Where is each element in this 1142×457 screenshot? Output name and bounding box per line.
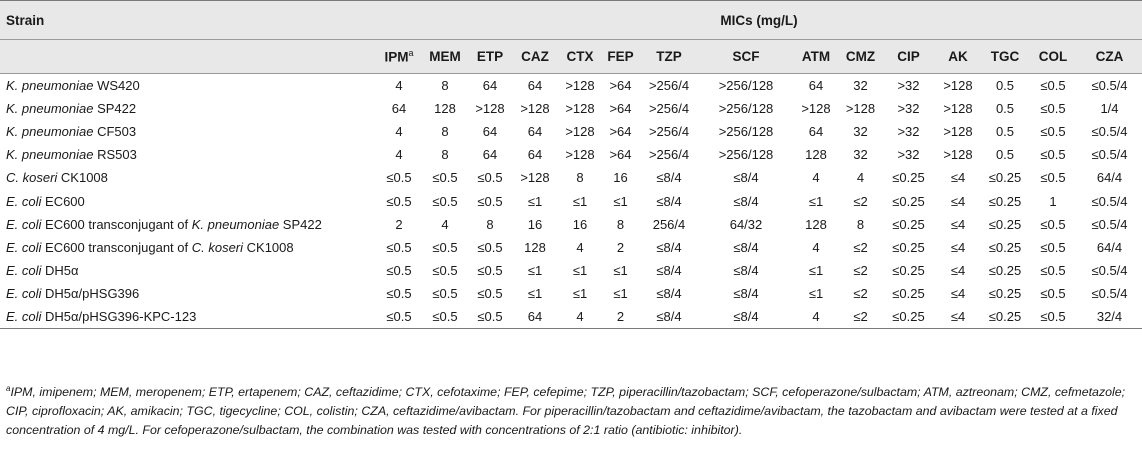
mic-value-cell: ≤2: [853, 308, 868, 324]
mic-value-cell: 4: [856, 170, 865, 186]
mic-value-cell: 4: [576, 308, 584, 324]
mic-value-cell: 32/4: [1096, 308, 1123, 324]
strain-name-cell: [0, 120, 376, 143]
mic-value-cell: 2: [616, 239, 625, 255]
mic-value-cell: ≤0.5: [1040, 285, 1066, 301]
mic-value-cell: ≤0.5: [477, 262, 503, 278]
mic-value-cell: 64: [527, 124, 543, 140]
table-row: [0, 74, 1142, 98]
mic-value-cell: 2: [616, 308, 625, 324]
mic-value-cell: 64: [482, 147, 498, 163]
mic-value-cell: >128: [565, 147, 595, 163]
mic-value-cell: 64: [527, 147, 543, 163]
mic-value-cell: ≤0.5: [477, 308, 503, 324]
strain-name-cell: [0, 189, 376, 212]
mic-value-cell: ≤8/4: [656, 285, 682, 301]
table-row: [0, 120, 1142, 143]
species-name: K. pneumoniae: [6, 124, 94, 140]
mic-value-cell: >64: [609, 101, 632, 117]
table-header: [0, 1, 1142, 74]
species-name: E. coli: [6, 193, 42, 209]
table-row: [0, 236, 1142, 259]
antibiotic-header-fep: [602, 40, 639, 74]
mic-value-cell: ≤8/4: [733, 262, 759, 278]
mic-value-cell: >128: [475, 101, 505, 117]
strain-designation: CK1008: [57, 170, 108, 186]
mic-value-cell: ≤0.25: [988, 285, 1022, 301]
mic-value-cell: ≤2: [853, 193, 868, 209]
donor-species-name: K. pneumoniae: [191, 216, 280, 232]
antibiotic-header-caz: [512, 40, 558, 74]
antibiotic-header-col: [1029, 40, 1077, 74]
mic-value-cell: 64/4: [1096, 170, 1123, 186]
mic-value-cell: 4: [441, 216, 449, 232]
antibiotic-header-cmz: [839, 40, 882, 74]
mic-value-cell: ≤2: [853, 262, 868, 278]
mic-value-cell: ≤0.5: [432, 285, 458, 301]
mic-value-cell: >32: [897, 78, 920, 94]
mic-value-cell: >32: [897, 101, 920, 117]
footnote-text: IPM, imipenem; MEM, meropenem; ETP, ertapenem; CAZ, ceftazidime; CTX, cefotaxime; FEP, cefepime; TZP, piperacillin/tazobactam; SCF, cefoperazone/sulbactam; ATM, aztreonam; CMZ, cefmetazole; CIP, ciprofloxacin; AK, amikacin; TGC, tigecycline; COL, colistin; CZA, ceftazidime/avibactam. For piperacillin/tazobactam and ceftazidime/avibactam, the tazobactam and avibactam were tested at a fixed concentration of 4 mg/L. For cefoperazone/sulbactam, the combination was tested with concentrations of 2:1 ratio (antibiotic: inhibitor).: [6, 385, 1126, 438]
mic-value-cell: 32: [853, 147, 868, 163]
antibiotic-header-ipm: [376, 40, 422, 74]
mic-value-cell: ≤8/4: [656, 239, 682, 255]
antibiotic-header-label: SCF: [732, 49, 760, 64]
mic-value-cell: ≤2: [853, 285, 868, 301]
antibiotic-header-tzp: [639, 40, 699, 74]
antibiotic-header-label: IPM: [384, 49, 409, 65]
mic-value-cell: >128: [801, 101, 831, 117]
mic-value-cell: >128: [565, 78, 595, 94]
mic-value-cell: ≤0.5/4: [1091, 193, 1128, 209]
table-footnote: [6, 379, 1136, 440]
species-name: C. koseri: [6, 170, 58, 186]
mic-value-cell: 32: [853, 124, 868, 140]
mic-value-cell: ≤4: [950, 170, 966, 186]
mic-value-cell: 128: [805, 147, 827, 163]
table-row: [0, 305, 1142, 329]
mic-value-cell: >128: [565, 101, 595, 117]
mic-value-cell: 8: [856, 216, 865, 232]
species-name: K. pneumoniae: [6, 78, 94, 94]
mic-value-cell: ≤8/4: [733, 170, 759, 186]
antibiotic-header-mem: [422, 40, 468, 74]
mic-value-cell: ≤0.5: [477, 285, 503, 301]
mic-value-cell: ≤0.5: [386, 170, 412, 186]
mic-value-cell: ≤0.5: [1040, 170, 1066, 186]
mic-value-cell: 64: [482, 78, 498, 94]
strain-name-cell: [0, 259, 376, 282]
mic-value-cell: >64: [609, 147, 632, 163]
mic-value-cell: ≤0.25: [892, 285, 925, 301]
mic-value-cell: ≤1: [572, 193, 588, 209]
antibiotic-header-atm: [793, 40, 839, 74]
mic-value-cell: 8: [441, 78, 449, 94]
mic-value-cell: 4: [812, 170, 820, 186]
mic-value-cell: 0.5: [995, 78, 1015, 94]
mic-value-cell: ≤0.25: [988, 193, 1022, 209]
mic-value-cell: 4: [395, 147, 403, 163]
mic-value-cell: 256/4: [652, 216, 686, 232]
antibiotic-header-label: AK: [948, 49, 968, 64]
antibiotic-header-cza: [1077, 40, 1142, 74]
mic-value-cell: >256/128: [718, 101, 774, 117]
mic-value-cell: ≤0.5: [1040, 147, 1066, 163]
mic-value-cell: ≤1: [527, 285, 543, 301]
donor-strain-designation: SP422: [279, 216, 322, 232]
antibiotic-header-label: CTX: [566, 49, 594, 64]
mic-value-cell: >128: [520, 101, 550, 117]
donor-strain-designation: CK1008: [243, 239, 294, 255]
strain-name-cell: [0, 143, 376, 166]
mic-value-cell: 4: [576, 239, 584, 255]
mic-value-cell: ≤1: [613, 285, 628, 301]
table-row: [0, 166, 1142, 189]
table-row: [0, 282, 1142, 305]
antibiotic-header-scf: [699, 40, 793, 74]
mic-value-cell: >64: [609, 124, 632, 140]
mic-value-cell: ≤0.5: [1040, 308, 1066, 324]
mic-value-cell: ≤2: [853, 239, 868, 255]
mic-value-cell: ≤1: [527, 262, 543, 278]
table-body: [0, 74, 1142, 329]
mic-value-cell: ≤1: [613, 262, 628, 278]
mic-value-cell: 128: [805, 216, 827, 232]
antibiotic-header-label: ETP: [476, 49, 504, 64]
antibiotic-header-label: FEP: [607, 49, 634, 64]
mic-value-cell: ≤0.5: [1040, 124, 1066, 140]
table-row: [0, 213, 1142, 236]
species-name: E. coli: [6, 239, 42, 255]
mic-value-cell: ≤8/4: [656, 170, 682, 186]
mic-value-cell: 2: [395, 216, 403, 232]
strain-name-cell: [0, 305, 376, 329]
mic-value-cell: 64: [808, 124, 824, 140]
mic-value-cell: 4: [395, 78, 403, 94]
mic-value-cell: 128: [434, 101, 456, 117]
mic-value-cell: 8: [441, 124, 449, 140]
mic-value-cell: ≤0.5: [1040, 262, 1066, 278]
strain-designation: EC600 transconjugant of: [41, 239, 192, 255]
mic-value-cell: >32: [897, 147, 920, 163]
table-row: [0, 189, 1142, 212]
antibiotic-header-tgc: [981, 40, 1029, 74]
mic-value-cell: ≤0.25: [892, 308, 925, 324]
strain-designation: EC600 transconjugant of: [41, 216, 192, 232]
mic-value-cell: 4: [395, 124, 403, 140]
mic-value-cell: 32: [853, 78, 868, 94]
mic-value-cell: ≤1: [527, 193, 543, 209]
mic-value-cell: 1: [1049, 193, 1057, 209]
footnote-reference-marker: a: [408, 48, 414, 59]
mic-value-cell: >64: [609, 78, 632, 94]
mic-value-cell: ≤0.5: [477, 239, 503, 255]
mic-value-cell: ≤4: [950, 216, 966, 232]
mic-value-cell: 8: [441, 147, 449, 163]
mic-value-cell: 16: [527, 216, 543, 232]
antibiotic-header-label: TGC: [990, 49, 1020, 64]
antibiotic-header-label: CZA: [1095, 49, 1124, 64]
antibiotic-header-etp: [468, 40, 512, 74]
mic-value-cell: >256/4: [648, 101, 690, 117]
mic-value-cell: 16: [613, 170, 628, 186]
mic-value-cell: ≤0.5: [1040, 239, 1066, 255]
mic-value-cell: ≤0.5/4: [1091, 124, 1128, 140]
mic-value-cell: ≤0.5: [432, 193, 458, 209]
mic-value-cell: ≤0.25: [988, 216, 1022, 232]
mic-value-cell: ≤8/4: [656, 262, 682, 278]
antibiotic-header-label: MEM: [429, 49, 461, 64]
mic-value-cell: ≤0.5: [1040, 78, 1066, 94]
table-row: [0, 259, 1142, 282]
mic-value-cell: ≤8/4: [733, 193, 759, 209]
antibiotic-header-ak: [935, 40, 981, 74]
mic-value-cell: ≤8/4: [733, 285, 759, 301]
mic-value-cell: >256/4: [648, 124, 690, 140]
mic-value-cell: ≤0.5: [386, 239, 412, 255]
species-name: K. pneumoniae: [6, 147, 94, 163]
mic-value-cell: 4: [812, 239, 820, 255]
mic-value-cell: 64: [527, 308, 543, 324]
strain-designation: DH5α/pHSG396: [41, 285, 140, 301]
mic-value-cell: ≤1: [808, 262, 824, 278]
species-name: K. pneumoniae: [6, 101, 94, 117]
mic-value-cell: ≤0.5: [386, 308, 412, 324]
mic-value-cell: >256/128: [718, 78, 774, 94]
mic-value-cell: 0.5: [995, 124, 1015, 140]
mic-value-cell: ≤1: [808, 285, 824, 301]
strain-name-cell: [0, 213, 376, 236]
strain-name-cell: [0, 97, 376, 120]
mic-value-cell: ≤0.5: [432, 308, 458, 324]
mic-value-cell: ≤0.5/4: [1091, 262, 1128, 278]
mic-value-cell: 8: [616, 216, 625, 232]
mic-value-cell: 8: [576, 170, 584, 186]
strain-name-cell: [0, 166, 376, 189]
strain-designation: RS503: [93, 147, 137, 163]
mic-value-cell: ≤0.25: [988, 308, 1022, 324]
antibiotic-header-label: TZP: [656, 49, 682, 64]
mic-value-cell: 64: [527, 78, 543, 94]
mic-value-cell: >256/128: [718, 147, 774, 163]
mic-value-cell: ≤0.25: [892, 216, 925, 232]
species-name: E. coli: [6, 216, 42, 232]
antibiotic-header-cip: [882, 40, 935, 74]
mic-value-cell: ≤8/4: [656, 193, 682, 209]
mic-value-cell: ≤0.5/4: [1091, 78, 1128, 94]
mic-value-cell: ≤0.25: [892, 239, 925, 255]
strain-name-cell: [0, 74, 376, 98]
mic-value-cell: ≤4: [950, 262, 966, 278]
mic-value-cell: 0.5: [995, 101, 1015, 117]
antibiotic-header-label: CAZ: [521, 49, 549, 64]
mic-value-cell: ≤0.5: [386, 262, 412, 278]
strain-column-header: Strain: [6, 12, 45, 28]
mic-value-cell: ≤4: [950, 239, 966, 255]
strain-designation: DH5α/pHSG396-KPC-123: [41, 308, 197, 324]
mic-value-cell: >256/4: [648, 78, 690, 94]
mic-value-cell: ≤1: [808, 193, 824, 209]
species-name: E. coli: [6, 308, 42, 324]
mic-value-cell: ≤4: [950, 308, 966, 324]
mic-value-cell: ≤0.5: [1040, 216, 1066, 232]
mic-value-cell: >128: [943, 78, 973, 94]
strain-designation: EC600: [41, 193, 85, 209]
antibiotic-header-label: ATM: [801, 49, 831, 64]
strain-name-cell: [0, 236, 376, 259]
mic-value-cell: 64/32: [729, 216, 763, 232]
mic-value-cell: ≤0.5/4: [1091, 147, 1128, 163]
header-row-antibiotics: [0, 40, 1142, 74]
mic-value-cell: >256/128: [718, 124, 774, 140]
mic-value-cell: ≤0.5: [432, 262, 458, 278]
mic-value-cell: ≤4: [950, 193, 966, 209]
strain-designation: DH5α: [41, 262, 79, 278]
footnote-marker: a: [6, 384, 11, 393]
mic-value-cell: ≤0.25: [892, 193, 925, 209]
mic-value-cell: ≤0.25: [892, 262, 925, 278]
mic-value-cell: 16: [572, 216, 588, 232]
mic-value-cell: ≤0.25: [988, 170, 1022, 186]
mics-column-group-header: MICs (mg/L): [720, 12, 798, 28]
mic-value-cell: >128: [943, 124, 973, 140]
mic-value-cell: 0.5: [995, 147, 1015, 163]
mic-value-cell: >32: [897, 124, 920, 140]
table-row: [0, 143, 1142, 166]
mic-value-cell: >128: [565, 124, 595, 140]
mic-value-cell: 4: [812, 308, 820, 324]
strain-designation: SP422: [93, 101, 137, 117]
mic-value-cell: ≤0.5: [477, 170, 503, 186]
mic-value-cell: 64: [808, 78, 824, 94]
mic-value-cell: 64: [482, 124, 498, 140]
mic-value-cell: ≤0.25: [892, 170, 925, 186]
empty-header-cell: [0, 40, 376, 74]
mic-value-cell: >256/4: [648, 147, 690, 163]
mic-value-cell: ≤8/4: [733, 239, 759, 255]
mic-value-cell: ≤1: [572, 285, 588, 301]
mic-value-cell: ≤8/4: [656, 308, 682, 324]
strain-name-cell: [0, 282, 376, 305]
antibiotic-header-label: CIP: [897, 49, 920, 64]
mic-value-cell: ≤0.5: [1040, 101, 1066, 117]
mic-value-cell: ≤0.5: [477, 193, 503, 209]
mic-value-cell: ≤0.5: [386, 193, 412, 209]
mic-value-cell: >128: [845, 101, 876, 117]
antibiotic-header-ctx: [558, 40, 602, 74]
species-name: E. coli: [6, 262, 42, 278]
mic-value-cell: ≤0.5/4: [1091, 216, 1128, 232]
mic-value-cell: >128: [943, 101, 973, 117]
mic-value-cell: ≤1: [572, 262, 588, 278]
mic-value-cell: ≤0.5: [432, 239, 458, 255]
table-row: [0, 97, 1142, 120]
mic-value-cell: 8: [486, 216, 494, 232]
mic-value-cell: 128: [524, 239, 546, 255]
mic-value-cell: 64/4: [1096, 239, 1123, 255]
antibiotic-header-label: COL: [1038, 49, 1068, 64]
mic-value-cell: >128: [943, 147, 973, 163]
mic-value-cell: ≤1: [613, 193, 628, 209]
antibiotic-header-label: CMZ: [845, 49, 876, 64]
mic-value-cell: 64: [391, 101, 407, 117]
header-row-primary: [0, 1, 1142, 40]
species-name: E. coli: [6, 285, 42, 301]
strain-designation: WS420: [93, 78, 140, 94]
strain-designation: CF503: [93, 124, 137, 140]
mic-value-cell: >128: [520, 170, 550, 186]
mic-value-cell: 1/4: [1100, 101, 1119, 117]
mic-value-cell: ≤8/4: [733, 308, 759, 324]
donor-species-name: C. koseri: [191, 239, 244, 255]
mic-value-cell: ≤4: [950, 285, 966, 301]
mic-value-cell: ≤0.5/4: [1091, 285, 1128, 301]
mic-value-cell: ≤0.5: [432, 170, 458, 186]
mic-value-cell: ≤0.25: [988, 239, 1022, 255]
mic-value-cell: ≤0.25: [988, 262, 1022, 278]
mic-value-cell: ≤0.5: [386, 285, 412, 301]
